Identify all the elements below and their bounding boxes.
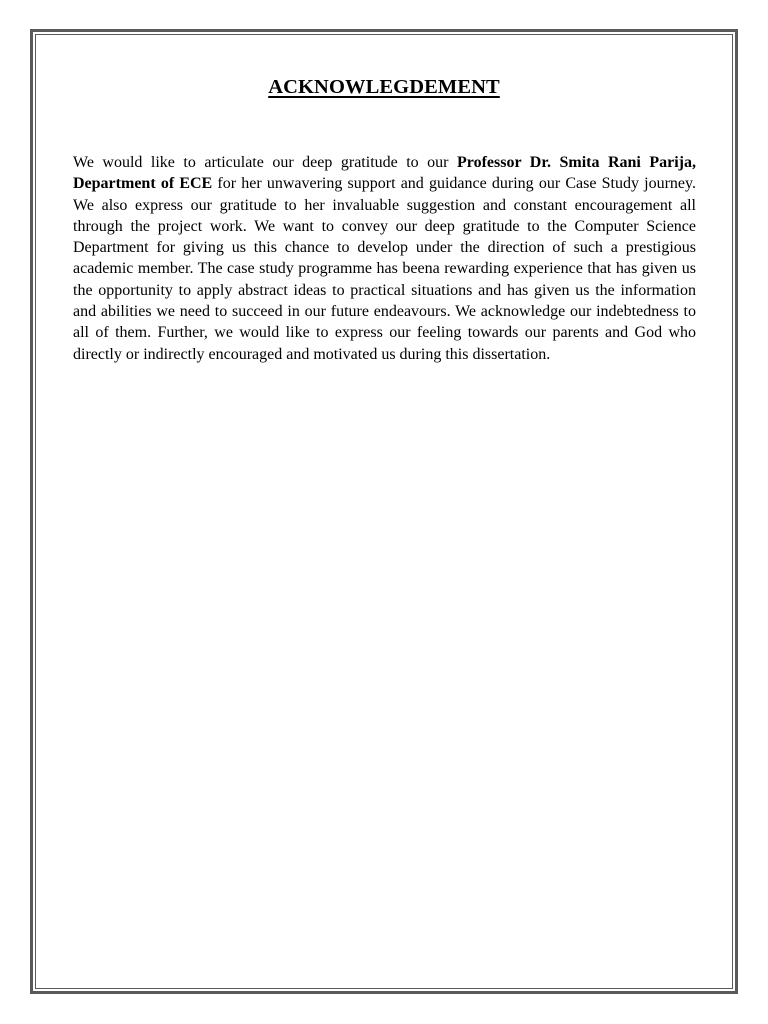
department-name: Department of ECE (73, 175, 213, 193)
paragraph-body: for her unwavering support and guidance during our Case Study journey. We also express our gratitude to her invaluable suggestion and constant encouragement all through the project work. We want to convey our deep gratitude to the Computer Science Department for giving us this chance to develop under the direction of such a prestigious academic member. The case study programme has beena rewarding experience that has given us the opportunity to apply abstract ideas to practical situations and has given us the information and abilities we need to succeed in our future endeavours. We acknowledge our indebtedness to all of them. Further, we would like to express our feeling towards our parents and God who directly or indirectly encouraged and motivated us during this dissertation. (73, 175, 696, 363)
acknowledgement-paragraph (73, 152, 696, 365)
paragraph-intro: We would like to articulate our deep gratitude to our (73, 154, 458, 171)
professor-name: Professor Dr. Smita Rani Parija, (457, 154, 697, 171)
page-title: ACKNOWLEGDEMENT (268, 76, 500, 98)
